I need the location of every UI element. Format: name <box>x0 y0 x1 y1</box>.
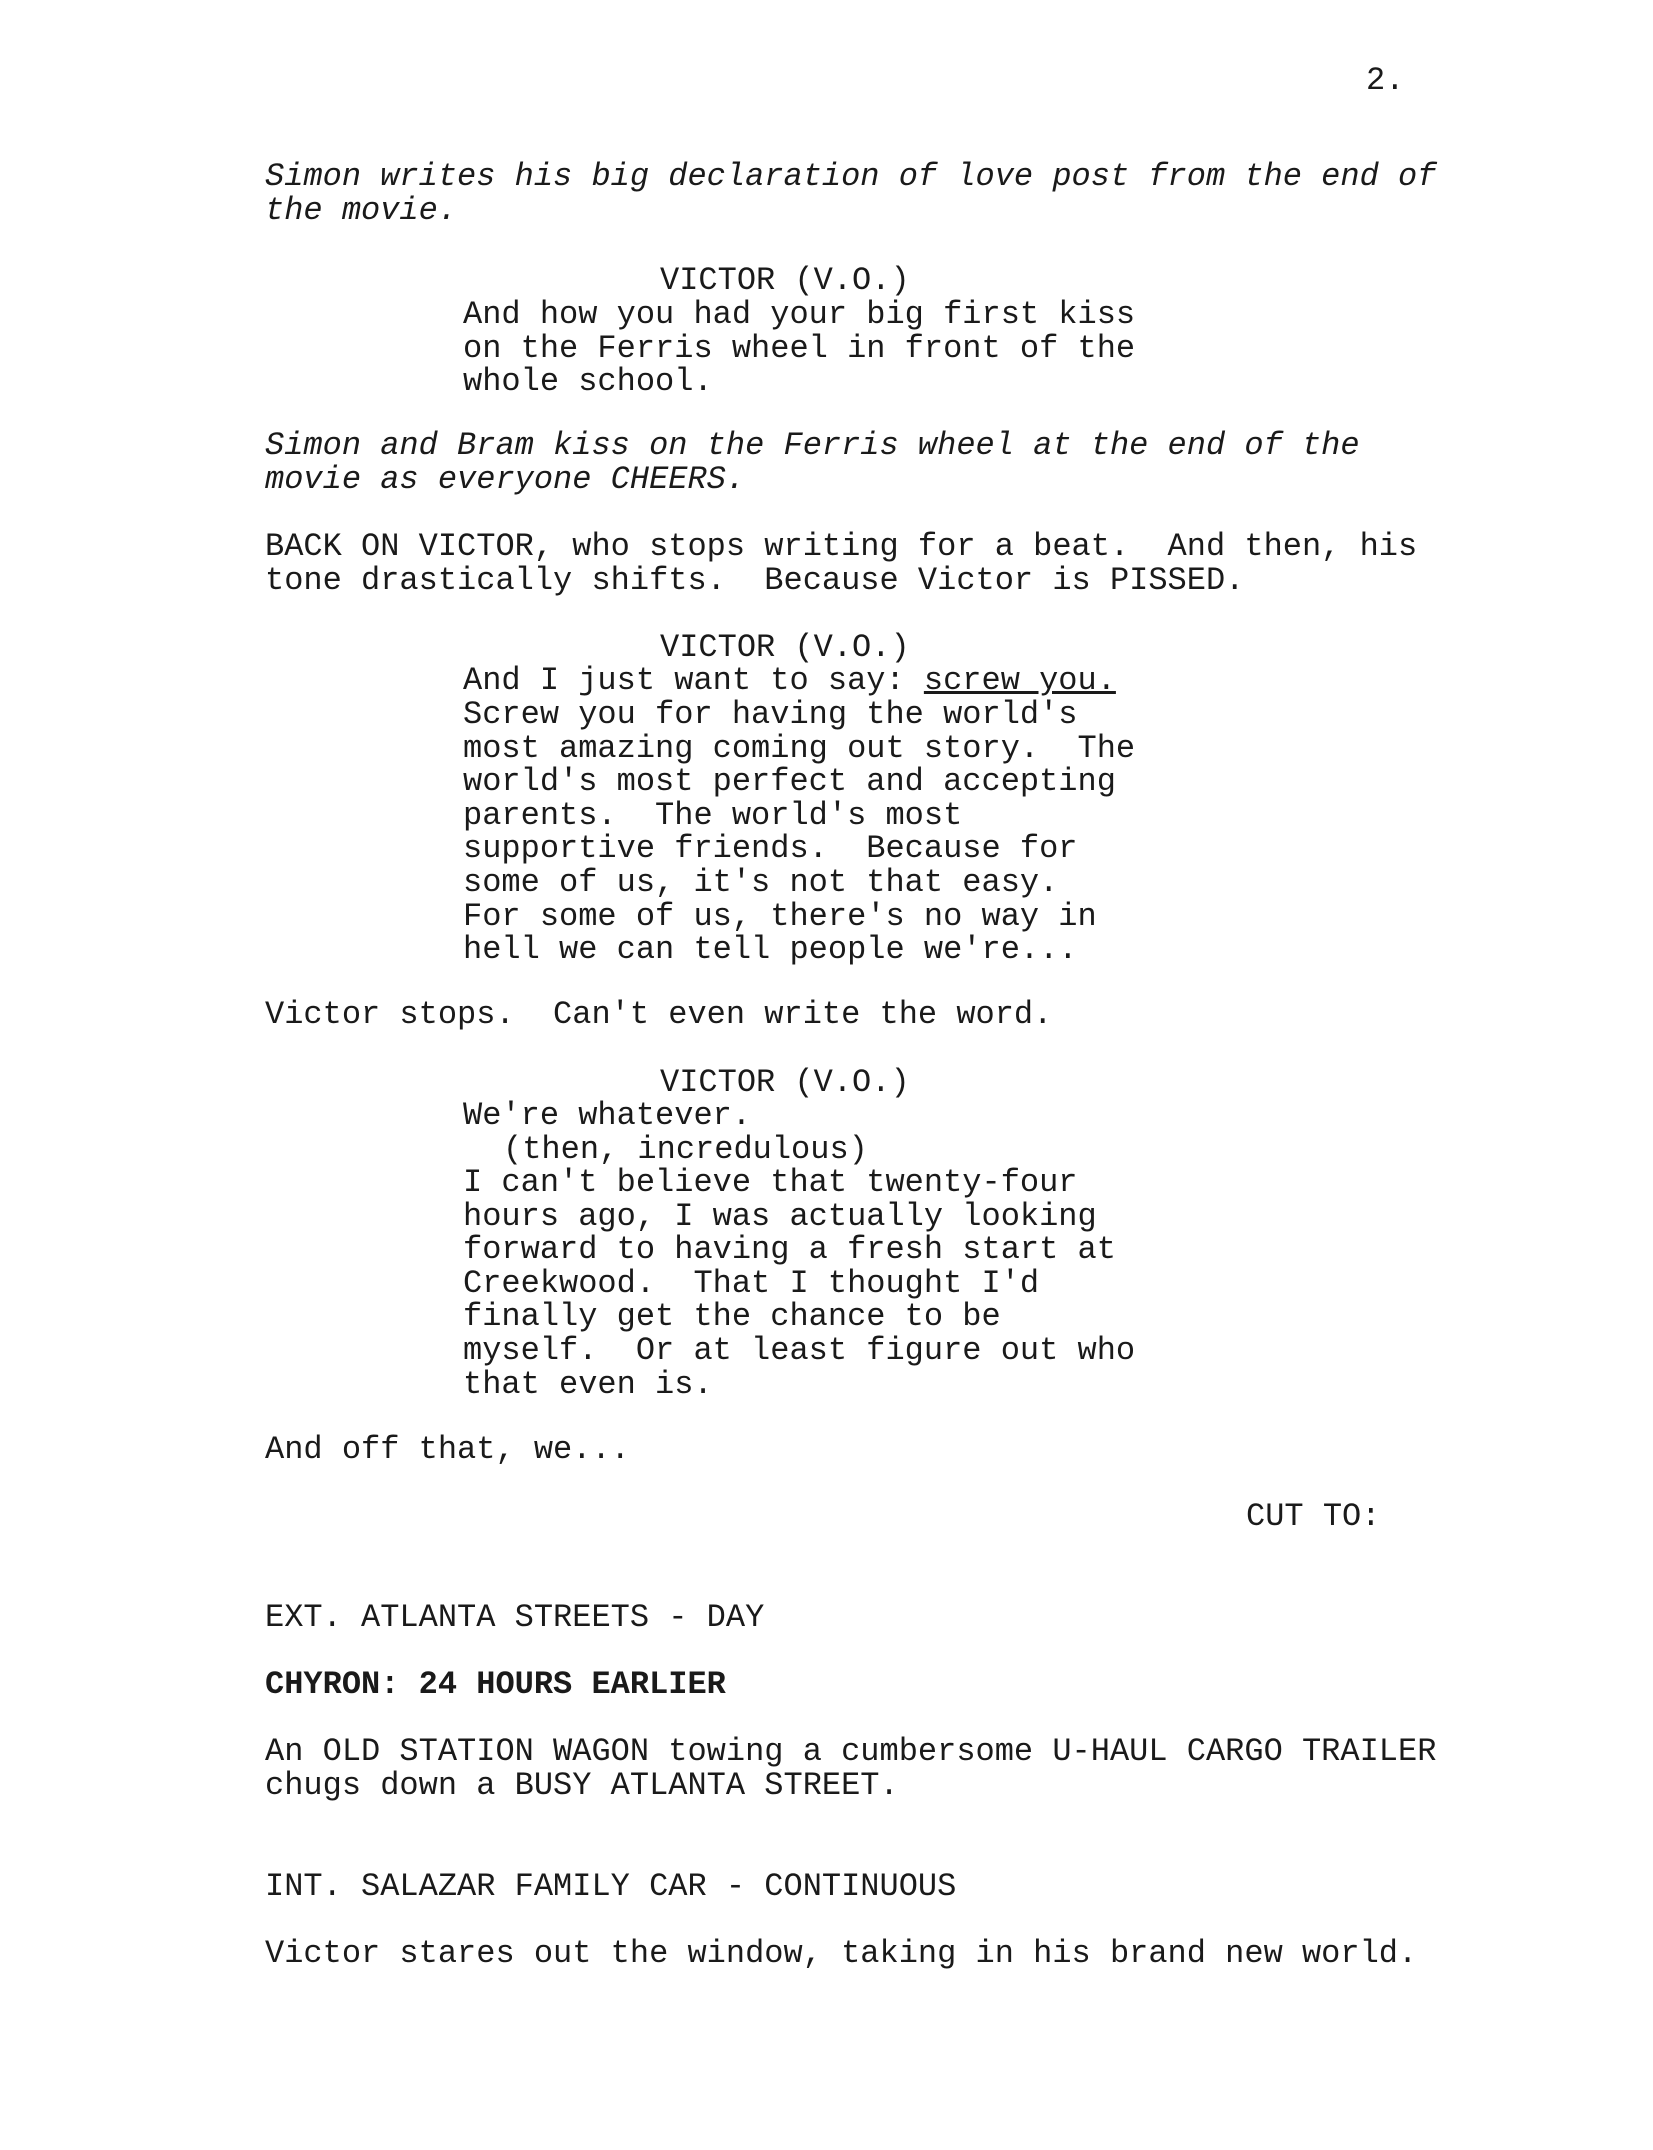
dialogue-first-kiss: And how you had your big first kiss on the Ferris wheel in front of the whole school. <box>463 296 1136 401</box>
action-victor-stops: Victor stops. Can't even write the word. <box>265 996 1053 1033</box>
dialogue-fresh-start: I can't believe that twenty-four hours ago, I was actually looking forward to having a fresh start at Creekwood. That I thought I'd finally get the chance to be myself. Or at least figure out who that even is. <box>463 1164 1136 1403</box>
dialogue-were-whatever: We're whatever. <box>463 1097 752 1134</box>
chyron-text: CHYRON: 24 HOURS EARLIER <box>265 1666 726 1703</box>
action-off-that: And off that, we... <box>265 1431 630 1468</box>
character-cue-victor-vo: VICTOR (V.O.) <box>660 262 910 299</box>
character-cue-victor-vo: VICTOR (V.O.) <box>660 1064 910 1101</box>
action-simon-writes: Simon writes his big declaration of love post from the end of the movie. <box>265 158 1437 229</box>
action-simon-bram-kiss: Simon and Bram kiss on the Ferris wheel at the end of the movie as everyone CHEERS. <box>265 427 1360 498</box>
parenthetical-incredulous: (then, incredulous) <box>503 1131 868 1168</box>
character-cue-victor-vo: VICTOR (V.O.) <box>660 629 910 666</box>
action-victor-stares: Victor stares out the window, taking in his brand new world. <box>265 1935 1418 1972</box>
action-station-wagon: An OLD STATION WAGON towing a cumbersome U-HAUL CARGO TRAILER chugs down a BUSY ATLANTA STREET. <box>265 1733 1437 1804</box>
dialogue-text: And I just want to say: <box>463 662 924 699</box>
transition-cut-to: CUT TO: <box>1246 1498 1381 1535</box>
dialogue-coming-out-story: Screw you for having the world's most amazing coming out story. The world's most perfect and accepting parents. The world's most supportive friends. Because for some of us, it's not that easy. For some of us, there's no way in hell we can tell people we're... <box>463 696 1136 969</box>
underlined-emphasis: screw you. <box>923 662 1116 699</box>
page-number: 2. <box>1366 62 1405 99</box>
scene-heading-salazar-car: INT. SALAZAR FAMILY CAR - CONTINUOUS <box>265 1868 957 1905</box>
action-back-on-victor: BACK ON VICTOR, who stops writing for a beat. And then, his tone drastically shifts. Because Victor is PISSED. <box>265 528 1418 599</box>
dialogue-screw-you-line <box>463 664 1116 698</box>
scene-heading-atlanta-streets: EXT. ATLANTA STREETS - DAY <box>265 1599 765 1636</box>
